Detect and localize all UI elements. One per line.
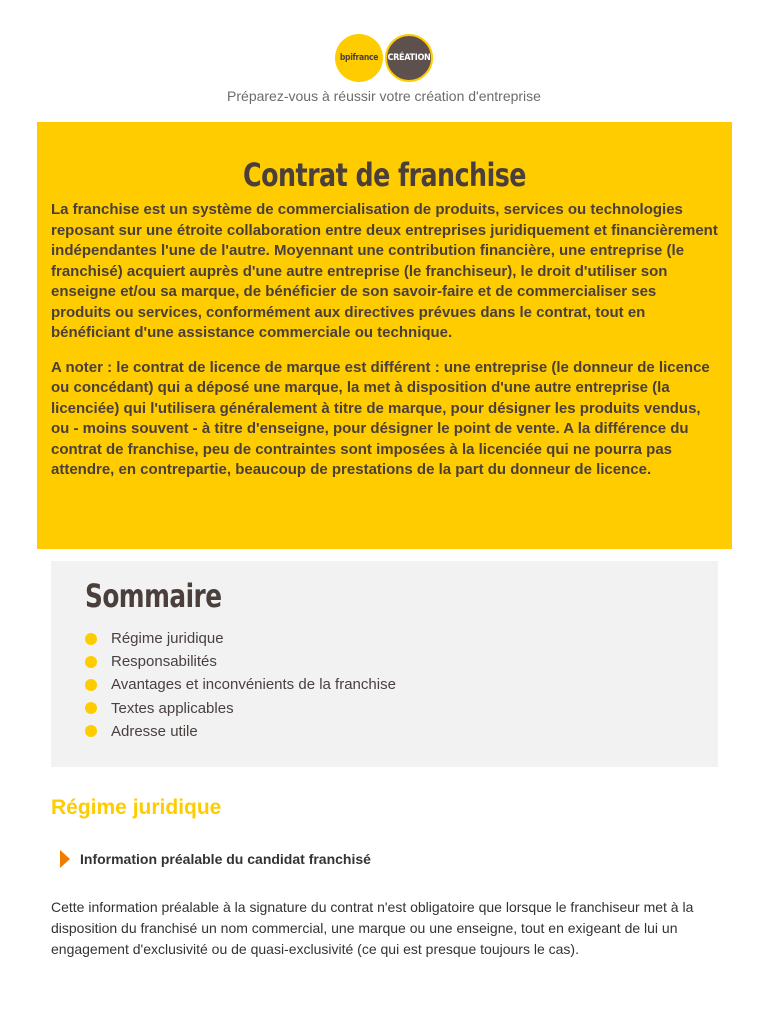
subsection-toggle[interactable] [60, 850, 371, 868]
creation-logo[interactable]: CRÉATION [385, 34, 433, 82]
section-body: Cette information préalable à la signature du contrat n'est obligatoire que lorsque le franchiseur met à la disposition du franchisé un nom commercial, une marque ou une enseigne, tout en exigeant de lui un engagement d'exclusivité ou de quasi-exclusivité (ce qui est presque toujours le cas). [51, 899, 694, 957]
bullet-icon [85, 656, 97, 668]
page-header [0, 34, 768, 104]
logo-group[interactable] [0, 34, 768, 82]
summary-link-label: Adresse utile [111, 722, 198, 740]
bullet-icon [85, 679, 97, 691]
summary-link-label: Textes applicables [111, 699, 234, 717]
tagline: Préparez-vous à réussir votre création d'entreprise [227, 88, 541, 104]
chevron-right-icon [60, 850, 70, 868]
bullet-icon [85, 725, 97, 737]
bullet-icon [85, 633, 97, 645]
bullet-icon [85, 702, 97, 714]
summary-link-responsabilites[interactable] [85, 650, 718, 673]
summary-link-label: Régime juridique [111, 630, 224, 648]
subsection-label: Information préalable du candidat franchisé [80, 851, 371, 867]
summary-title: Sommaire [85, 577, 222, 615]
summary-link-regime-juridique[interactable] [85, 627, 718, 650]
page-title: Contrat de franchise [243, 156, 526, 194]
intro-box [37, 122, 732, 549]
summary-link-textes[interactable] [85, 697, 718, 720]
summary-link-avantages[interactable] [85, 673, 718, 696]
intro-note-paragraph: A noter : le contrat de licence de marque est différent : une entreprise (le donneur de licence ou concédant) qui a déposé une marque, la met à disposition d'une autre entreprise (la licenciée) qui l'utilisera généralement à titre de marque, pour désigner les produits vendus, ou - moins souvent - à titre d'enseigne, pour désigner le point de vente. A la différence du contrat de franchise, peu de contraintes sont imposées à la licenciée qui ne pourra pas attendre, en contrepartie, beaucoup de prestations de la part du donneur de licence. [51, 358, 710, 478]
bpifrance-logo[interactable]: bpifrance [335, 34, 383, 82]
summary-list [85, 627, 718, 743]
section-title: Régime juridique [51, 796, 222, 819]
intro-paragraph: La franchise est un système de commercialisation de produits, services ou technologies reposant sur une étroite collaboration entre deux entreprises juridiquement et financièrement indépendantes l'une de l'autre. Moyennant une contribution financière, une entreprise (le franchisé) acquiert auprès d'une autre entreprise (le franchiseur), le droit d'utiliser son enseigne et/ou sa marque, de bénéficier de son savoir-faire et de commercialiser ses produits ou services, conformément aux directives prévues dans le contrat, tout en bénéficiant d'une assistance commerciale ou technique. [51, 201, 718, 341]
summary-link-label: Avantages et inconvénients de la franchise [111, 676, 396, 694]
summary-link-adresse[interactable] [85, 720, 718, 743]
summary-link-label: Responsabilités [111, 653, 217, 671]
summary-box [51, 561, 718, 767]
